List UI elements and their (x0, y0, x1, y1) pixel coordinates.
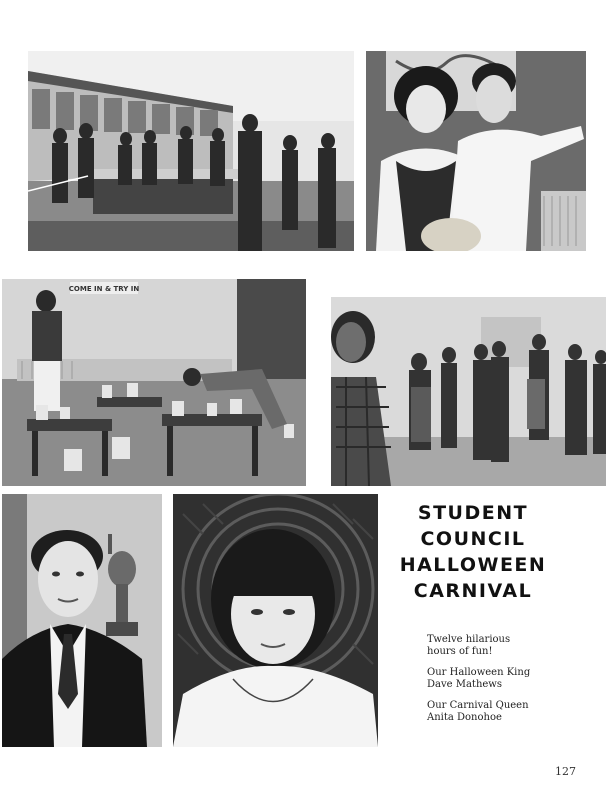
headline-line-3: HALLOWEEN (399, 554, 547, 576)
headline-line-1: STUDENT (417, 502, 529, 524)
photo-halloween-king-portrait (2, 494, 162, 747)
caption-block (427, 634, 597, 733)
photo-students-outside-school (28, 51, 354, 251)
page-number: 127 (555, 765, 576, 778)
caption-king: Our Halloween King Dave Mathews (427, 667, 531, 690)
photo-couple-smiling (366, 51, 586, 251)
photo-carnival-queen-portrait (173, 494, 378, 747)
headline-title (382, 500, 564, 604)
photo-classroom-jar-game (2, 279, 306, 486)
caption-queen: Our Carnival Queen Anita Donohoe (427, 700, 529, 723)
classroom-sign: COME IN & TRY IN (68, 285, 140, 293)
headline-line-2: COUNCIL (420, 528, 526, 550)
headline-line-4: CARNIVAL (413, 580, 533, 602)
photo-costume-crowd (331, 297, 606, 486)
caption-intro: Twelve hilarious hours of fun! (427, 634, 511, 657)
